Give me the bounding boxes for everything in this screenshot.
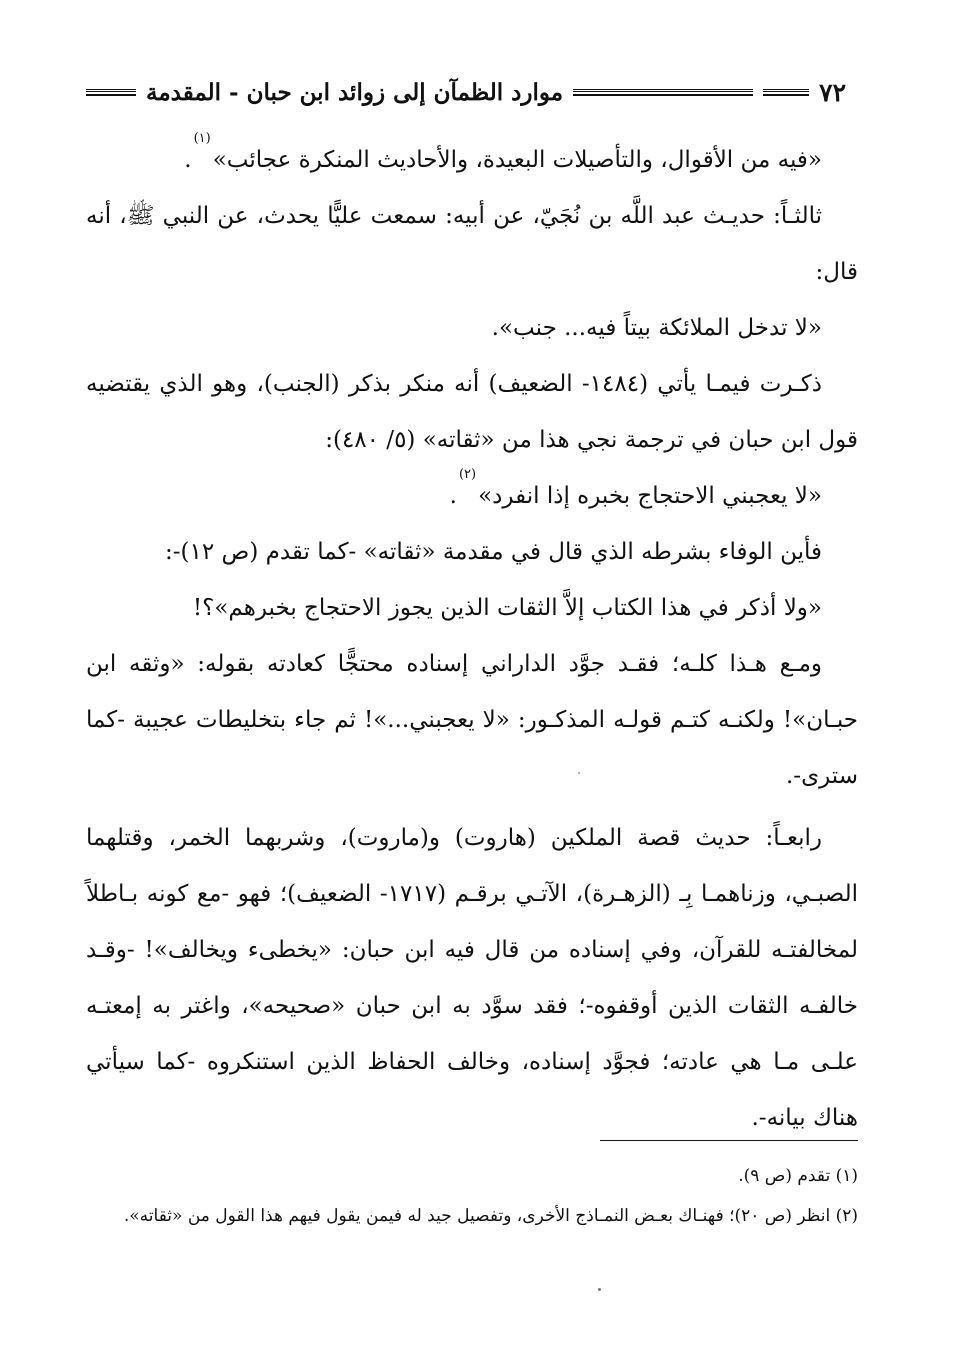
paragraph-1 [86, 132, 858, 188]
paragraph-6: فأين الوفاء بشرطه الذي قال في مقدمة «ثقاته» -كما تقدم (ص ١٢)-: [164, 539, 822, 565]
paragraph-2: ثالثـاً: حديـث عبد اللَّه بن نُجَيّ، عن أبيه: سمعت عليًّا يحدث، عن النبي ﷺ، أنه قال: [86, 203, 858, 285]
header-rule-right [763, 89, 809, 96]
paragraph-3: «لا تدخل الملائكة بيتاً فيه... جنب». [491, 315, 822, 341]
footnote-2: (٢) انظر (ص ٢٠)؛ فهنـاك بعـض النمـاذج الأخرى، وتفصيل جيد له فيمن يقول فيهم هذا القول من «ثقاته». [123, 1206, 858, 1226]
print-speck-2 [578, 772, 580, 774]
paragraph-7: «ولا أذكر في هذا الكتاب إلاَّ الثقات الذين يجوز الاحتجاج بخبرهم»؟! [192, 595, 822, 621]
page-number: ٧٢ [819, 77, 846, 107]
paragraph-8: ومـع هـذا كلـه؛ فقـد جوَّد الداراني إسناده محتجًّا كعادته بقوله: «وثقه ابن حبـان»! ولكنـه كتـم قولـه المذكـور: «لا يعجبني...»! ثم جاء بتخليطات عجيبة -كما سترى-. [86, 651, 858, 789]
footnote-separator [600, 1140, 858, 1141]
header-title-group [86, 79, 753, 106]
header-number-group [763, 78, 856, 107]
period-5: . [449, 483, 457, 509]
quote-text-1: «فيه من الأقوال، والتأصيلات البعيدة، والأحاديث المنكرة عجائب» [212, 147, 822, 173]
paragraph-4: ذكـرت فيمـا يأتي (١٤٨٤- الضعيف) أنه منكر بذكر (الجنب)، وهو الذي يقتضيه قول ابن حبان في ترجمة نجي هذا من «ثقاته» (٥/ ٤٨٠): [86, 371, 858, 453]
quote-text-5: «لا يعجبني الاحتجاج بخبره إذا انفرد» [478, 483, 822, 509]
footnote-1: (١) تقدم (ص ٩). [738, 1166, 858, 1186]
paragraph-9: رابعـاً: حديث قصة الملكين (هاروت) و(ماروت)، وشربهما الخمر، وقتلهما الصبـي، وزناهمـا بِـ (الزهـرة)، الآتـي برقـم (١٧١٧- الضعيف)؛ فهو -مع كونه بـاطلاً لمخالفتـه للقرآن، وفي إسناده من قال فيه ابن حبان: «يخطىء ويخالف»! -وقـد خالفـه الثقات الذين أوقفوه-؛ فقد سوَّد به ابن حبان «صحيحه»، واغتر به إمعتـه علـى مـا هي عادته؛ فجوَّد إسناده، وخالف الحفاظ الذين استنكروه -كما سيأتي هناك بيانه-. [86, 825, 859, 1131]
main-text [86, 132, 858, 1146]
print-speck [598, 1288, 601, 1291]
period-1: . [184, 147, 192, 173]
header-rule-left [86, 89, 136, 96]
paragraph-5 [86, 468, 858, 524]
running-title: موارد الظمآن إلى زوائد ابن حبان - المقدمة [146, 78, 564, 106]
running-header [86, 72, 856, 112]
header-rule-middle [573, 89, 753, 96]
footnotes [86, 1156, 858, 1236]
footnote-ref-1[interactable]: (١) [193, 131, 211, 146]
footnote-ref-2[interactable]: (٢) [458, 467, 477, 482]
